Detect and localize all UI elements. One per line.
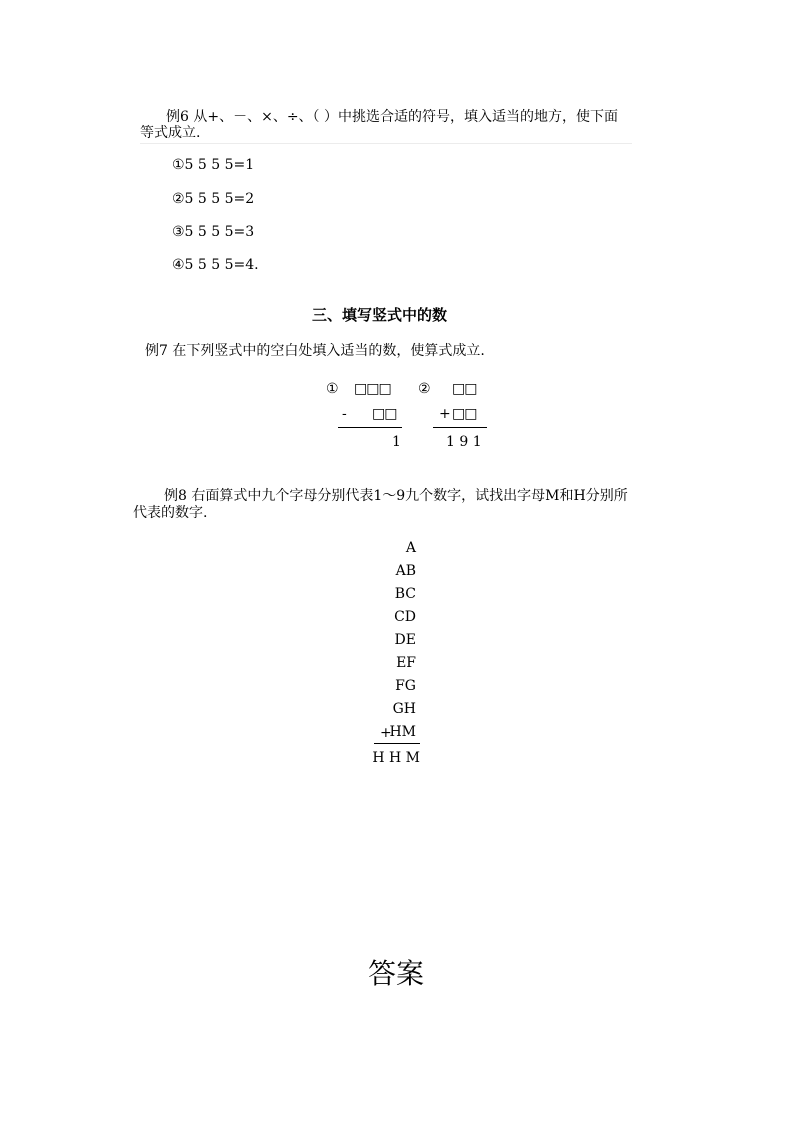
addend-row: AB [395, 563, 416, 579]
divider [140, 143, 632, 144]
problem1-line [338, 427, 402, 428]
example7-text: 例7 在下列竖式中的空白处填入适当的数，使算式成立. [145, 343, 485, 359]
example8-line2: 代表的数字. [133, 505, 208, 521]
problem2-bottom: □□ [452, 406, 477, 422]
sum-result: H H M [372, 750, 420, 766]
last-addend: HM [389, 724, 416, 740]
example6-item-4: ④5 5 5 5=4. [172, 257, 259, 273]
problem2-result: 1 9 1 [446, 434, 482, 450]
example8-line1: 例8 右面算式中九个字母分别代表1～9九个数字，试找出字母M和H分别所 [164, 488, 628, 504]
problem1-result: 1 [392, 434, 401, 450]
addend-row: GH [392, 701, 416, 717]
addend-row: BC [394, 586, 416, 602]
problem1-number: ① [326, 381, 339, 397]
example6-item-1: ①5 5 5 5=1 [172, 157, 255, 173]
problem2-top: □□ [452, 381, 477, 397]
example6-item-3: ③5 5 5 5=3 [172, 224, 255, 240]
example6-line1: 例6 从+、－、×、÷、（ ）中挑选合适的符号，填入适当的地方，使下面 [166, 109, 618, 125]
sum-line [374, 743, 420, 744]
addend-row: FG [395, 678, 416, 694]
answer-title: 答案 [368, 957, 425, 990]
addend-row: CD [394, 609, 416, 625]
addend-row: EF [396, 655, 416, 671]
problem1-bottom: □□ [372, 406, 397, 422]
last-operator: + [380, 725, 392, 741]
addend-row: DE [394, 632, 416, 648]
problem2-operator: + [439, 406, 451, 422]
problem2-line [433, 427, 487, 428]
problem1-operator: - [342, 406, 347, 422]
example6-item-2: ②5 5 5 5=2 [172, 191, 255, 207]
example6-line2: 等式成立. [140, 125, 201, 141]
problem2-number: ② [418, 381, 431, 397]
problem1-top: □□□ [354, 381, 391, 397]
addend-row: A [405, 540, 416, 556]
section-title: 三、填写竖式中的数 [312, 306, 448, 324]
